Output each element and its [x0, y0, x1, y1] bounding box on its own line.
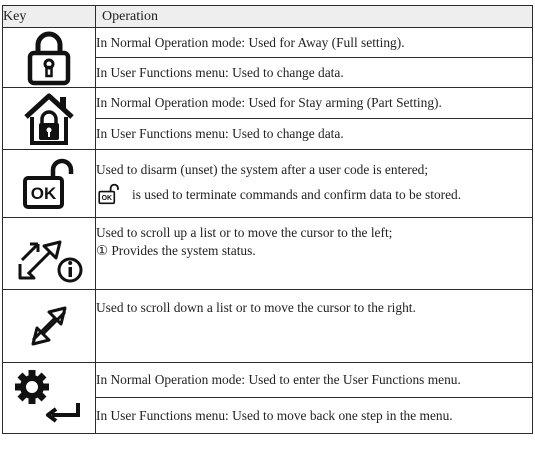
svg-text:OK: OK	[101, 194, 112, 202]
scroll-up-text: Used to scroll up a list or to move the cursor to the left;	[96, 225, 393, 240]
operation-cell: In User Functions menu: Used to move back one step in the menu.	[96, 398, 533, 434]
operation-cell: In Normal Operation mode: Used for Stay arming (Part Setting).	[96, 88, 533, 119]
svg-text:OK: OK	[30, 183, 57, 203]
table-header-row	[3, 6, 533, 28]
header-key: Key	[3, 6, 96, 28]
keys-table	[2, 5, 533, 434]
table-row	[3, 218, 533, 290]
ok-unlock-small-icon	[96, 183, 122, 205]
operation-cell: In Normal Operation mode: Used to enter the User Functions menu.	[96, 363, 533, 398]
ok-line-1: Used to disarm (unset) the system after a user code is entered;	[96, 161, 429, 177]
ok-line-2-wrap	[96, 185, 532, 207]
operation-cell: In User Functions menu: Used to change data.	[96, 119, 533, 150]
table-row	[3, 290, 533, 363]
operation-cell	[96, 218, 533, 290]
operation-cell	[96, 150, 533, 218]
table-row	[3, 28, 533, 58]
ok-unlock-icon	[20, 157, 78, 211]
table-row	[3, 363, 533, 398]
home-lock-icon	[21, 90, 77, 148]
operation-cell: In Normal Operation mode: Used for Away (Full setting).	[96, 28, 533, 58]
lock-icon	[26, 30, 72, 86]
scroll-up-info-icon	[14, 224, 84, 284]
header-operation: Operation	[96, 6, 533, 28]
operation-cell: Used to scroll down a list or to move the cursor to the right.	[96, 290, 533, 363]
status-text: ① Provides the system status.	[96, 243, 256, 258]
operation-cell: In User Functions menu: Used to change data.	[96, 58, 533, 88]
key-cell	[3, 290, 96, 363]
key-cell	[3, 150, 96, 218]
key-cell	[3, 218, 96, 290]
gear-back-icon	[12, 369, 86, 427]
scroll-down-icon	[21, 296, 77, 356]
table-row	[3, 88, 533, 119]
key-cell	[3, 28, 96, 88]
ok-line-2: is used to terminate commands and confirm data to be stored.	[132, 186, 462, 202]
table-row	[3, 150, 533, 218]
key-cell	[3, 363, 96, 434]
key-cell	[3, 88, 96, 150]
